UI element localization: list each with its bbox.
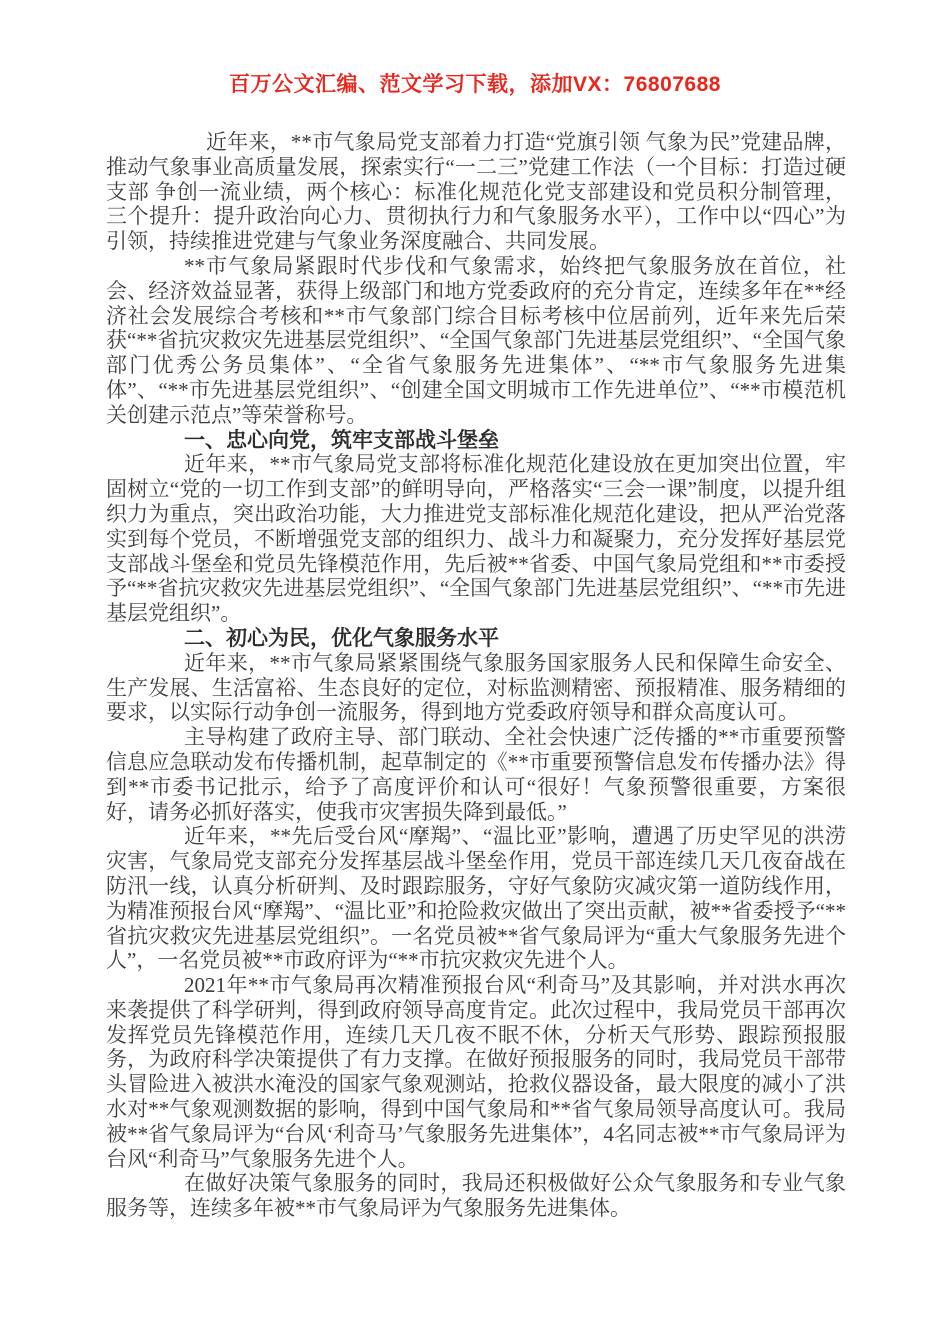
promo-banner-text: 百万公文汇编、范文学习下载，添加VX：76807688 [229, 73, 721, 96]
section-heading: 二、初心为民，优化气象服务水平 [184, 625, 499, 650]
paragraph: 近年来，**市气象局党支部着力打造“党旗引领 气象为民”党建品牌，推动气象事业高质量发展，探索实行“一二三”党建工作法（一个目标：打造过硬支部 争创一流业绩，两个核心：标准化规范化党支部建设和党员积分制管理，三个提升：提升政治向心力、贯彻执行力和气象服务水平），工作中以“四心”为引领，持续推进党建与气象业务深度融合、共同发展。 [106, 130, 846, 254]
paragraph: 近年来，**市气象局紧紧围绕气象服务国家服务人民和保障生命安全、生产发展、生活富裕、生态良好的定位，对标监测精密、预报精准、服务精细的要求，以实际行动争创一流服务，得到地方党委政府领导和群众高度认可。 [106, 650, 846, 725]
paragraph: 近年来，**市气象局党支部将标准化规范化建设放在更加突出位置，牢固树立“党的一切工作到支部”的鲜明导向，严格落实“三会一课”制度，以提升组织力为重点，突出政治功能，大力推进党支部标准化规范化建设，把从严治党落实到每个党员，不断增强党支部的组织力、战斗力和凝聚力，充分发挥好基层党支部战斗堡垒和党员先锋模范作用，先后被**省委、中国气象局党组和**市委授予“**省抗灾救灾先进基层党组织”、“全国气象部门先进基层党组织”、“**市先进基层党组织”。 [106, 452, 846, 626]
document-body [106, 130, 846, 1221]
paragraph: 主导构建了政府主导、部门联动、全社会快速广泛传播的**市重要预警信息应急联动发布传播机制，起草制定的《**市重要预警信息发布传播办法》得到**市委书记批示，给予了高度评价和认可“很好！气象预警很重要，方案很好，请务必抓好落实，使我市灾害损失降到最低。” [106, 725, 846, 824]
section-heading: 一、忠心向党，筑牢支部战斗堡垒 [184, 427, 499, 452]
paragraph: **市气象局紧跟时代步伐和气象需求，始终把气象服务放在首位，社会、经济效益显著，获得上级部门和地方党委政府的充分肯定，连续多年在**经济社会发展综合考核和**市气象部门综合目标考核中位居前列，近年来先后荣获“**省抗灾救灾先进基层党组织”、“全国气象部门先进基层党组织”、“全国气象部门优秀公务员集体”、“全省气象服务先进集体”、“**市气象服务先进集体”、“**市先进基层党组织”、“创建全国文明城市工作先进单位”、“**市模范机关创建示范点”等荣誉称号。 [106, 253, 846, 427]
paragraph: 2021年**市气象局再次精准预报台风“利奇马”及其影响，并对洪水再次来袭提供了科学研判，得到政府领导高度肯定。此次过程中，我局党员干部再次发挥党员先锋模范作用，连续几天几夜不眠不休，分析天气形势、跟踪预报服务，为政府科学决策提供了有力支撑。在做好预报服务的同时，我局党员干部带头冒险进入被洪水淹没的国家气象观测站，抢救仪器设备，最大限度的减小了洪水对**气象观测数据的影响，得到中国气象局和**省气象局领导高度认可。我局被**省气象局评为“台风‘利奇马’气象服务先进集体”，4名同志被**市气象局评为台风“利奇马”气象服务先进个人。 [106, 973, 846, 1171]
paragraph: 在做好决策气象服务的同时，我局还积极做好公众气象服务和专业气象服务等，连续多年被**市气象局评为气象服务先进集体。 [106, 1171, 846, 1221]
paragraph: 近年来，**先后受台风“摩羯”、“温比亚”影响，遭遇了历史罕见的洪涝灾害，气象局党支部充分发挥基层战斗堡垒作用，党员干部连续几天几夜奋战在防汛一线，认真分析研判、及时跟踪服务，守好气象防灾减灾第一道防线作用，为精准预报台风“摩羯”、“温比亚”和抢险救灾做出了突出贡献，被**省委授予“**省抗灾救灾先进基层党组织”。一名党员被**省气象局评为“重大气象服务先进个人”，一名党员被**市政府评为“**市抗灾救灾先进个人。 [106, 824, 846, 973]
